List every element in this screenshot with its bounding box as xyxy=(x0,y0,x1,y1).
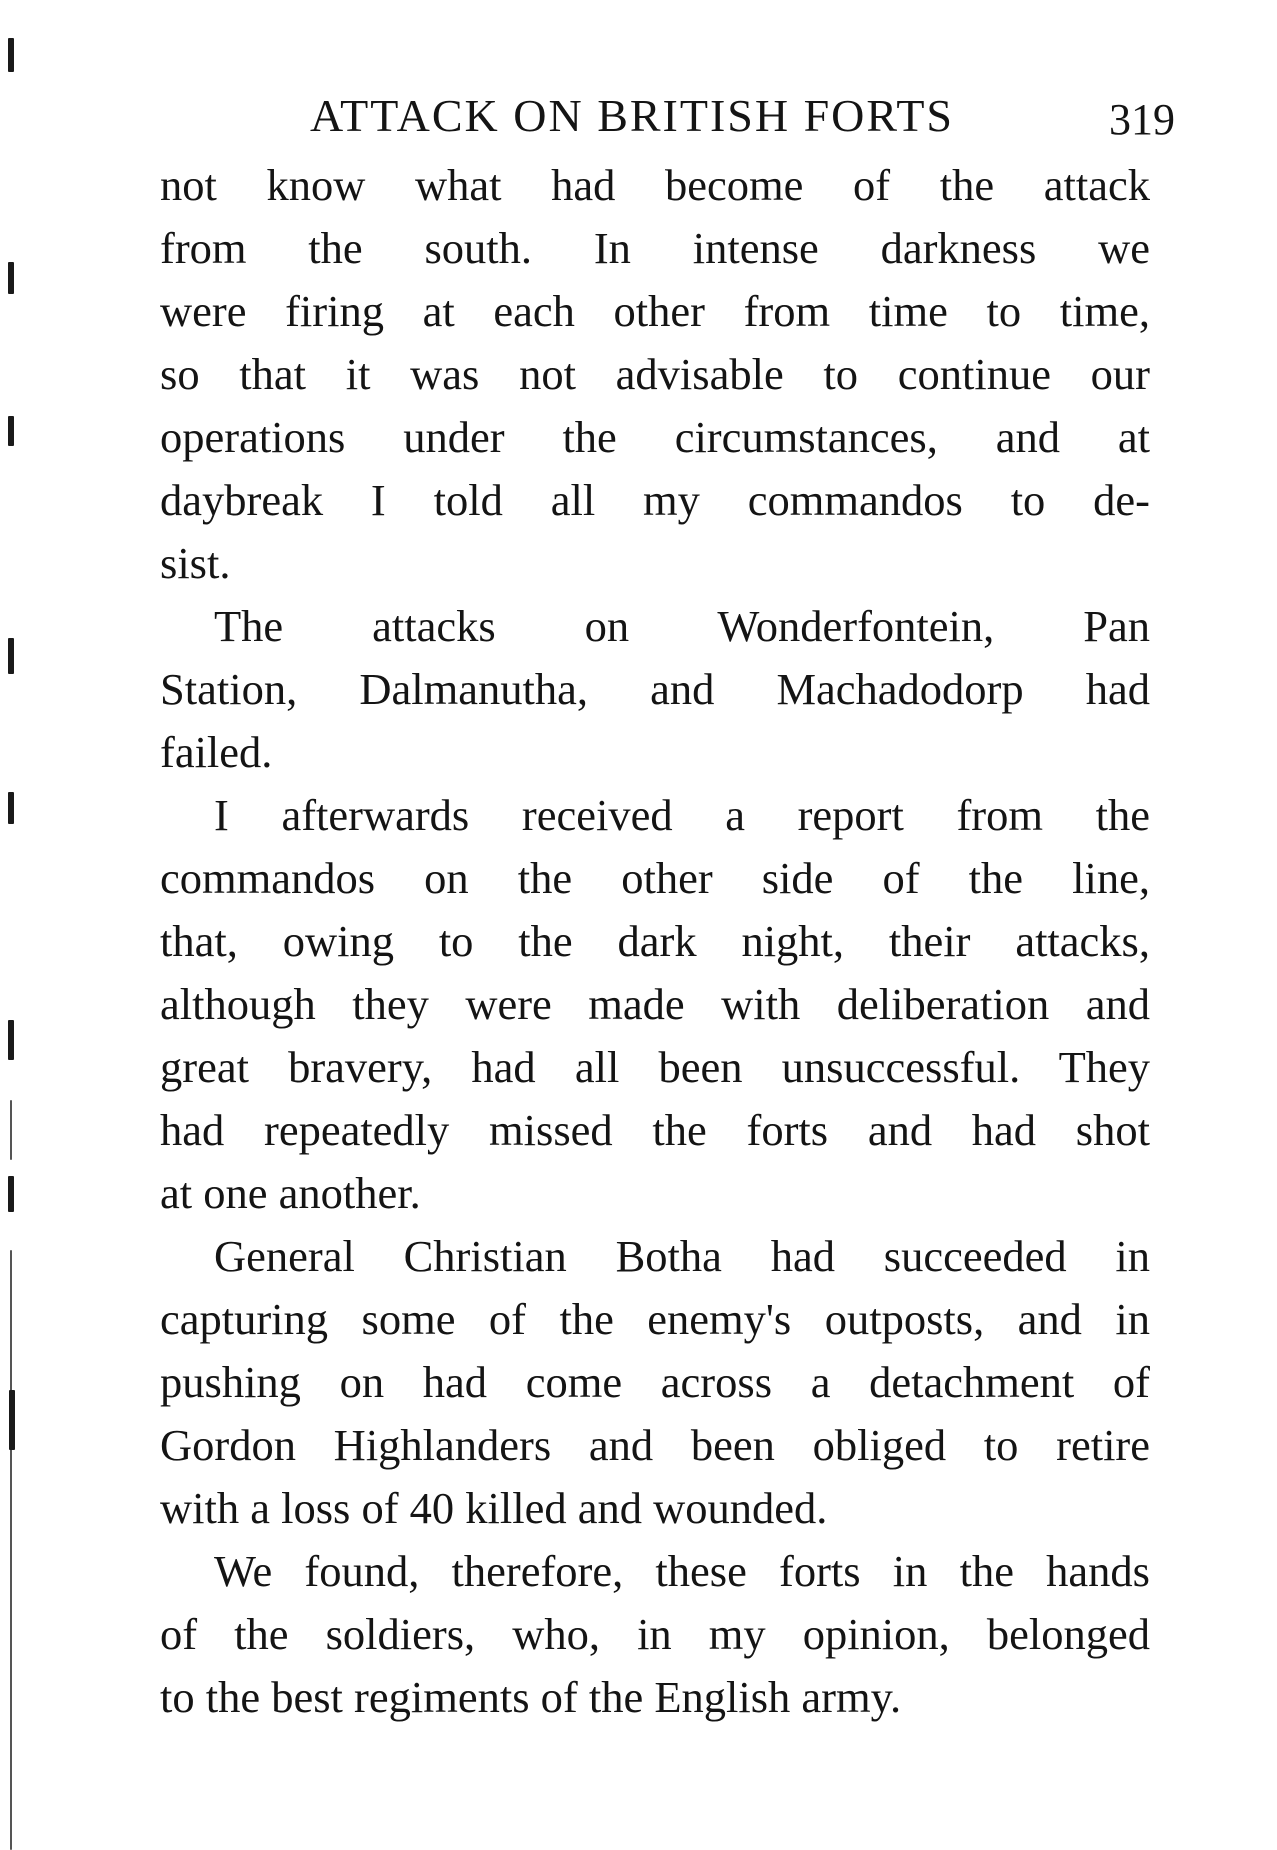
binding-mark xyxy=(8,1176,14,1212)
binding-mark xyxy=(8,38,14,72)
text-line: daybreak I told all my commandos to de- xyxy=(160,475,1150,525)
binding-mark xyxy=(8,416,14,446)
binding-mark xyxy=(8,792,14,824)
text-line: failed. xyxy=(160,727,273,777)
text-line: Station, Dalmanutha, and Machadodorp had xyxy=(160,664,1150,714)
text-line: sist. xyxy=(160,538,231,588)
paragraph-start-line: The attacks on Wonderfontein, Pan xyxy=(214,601,1150,651)
text-line: commandos on the other side of the line, xyxy=(160,853,1150,903)
text-line: pushing on had come across a detachment of xyxy=(160,1357,1150,1407)
binding-line xyxy=(10,1250,12,1850)
binding-line xyxy=(10,1100,12,1160)
text-line: capturing some of the enemy's outposts, and in xyxy=(160,1294,1150,1344)
binding-mark xyxy=(9,1390,15,1450)
text-line: Gordon Highlanders and been obliged to retire xyxy=(160,1420,1150,1470)
text-line: to the best regiments of the English army. xyxy=(160,1672,902,1722)
running-head: ATTACK ON BRITISH FORTS xyxy=(310,90,954,141)
paragraph-start-line: General Christian Botha had succeeded in xyxy=(214,1231,1150,1281)
body-text xyxy=(160,154,1150,1729)
text-line: great bravery, had all been unsuccessful. They xyxy=(160,1042,1150,1092)
text-line: of the soldiers, who, in my opinion, belonged xyxy=(160,1609,1150,1659)
paragraph-start-line: We found, therefore, these forts in the hands xyxy=(214,1546,1150,1596)
page-number: 319 xyxy=(1109,95,1175,144)
text-line: not know what had become of the attack xyxy=(160,160,1150,210)
binding-mark xyxy=(8,1020,14,1060)
text-line: at one another. xyxy=(160,1168,421,1218)
text-line: from the south. In intense darkness we xyxy=(160,223,1150,273)
text-line: so that it was not advisable to continue our xyxy=(160,349,1150,399)
paragraph-start-line: I afterwards received a report from the xyxy=(214,790,1150,840)
text-line: although they were made with deliberation and xyxy=(160,979,1150,1029)
text-line: with a loss of 40 killed and wounded. xyxy=(160,1483,828,1533)
binding-edge-marks xyxy=(0,0,40,1846)
binding-mark xyxy=(8,262,14,294)
text-line: that, owing to the dark night, their attacks, xyxy=(160,916,1150,966)
text-line: operations under the circumstances, and at xyxy=(160,412,1150,462)
page-header xyxy=(310,86,1175,146)
binding-mark xyxy=(8,638,14,674)
text-line: had repeatedly missed the forts and had shot xyxy=(160,1105,1150,1155)
text-line: were firing at each other from time to time, xyxy=(160,286,1150,336)
